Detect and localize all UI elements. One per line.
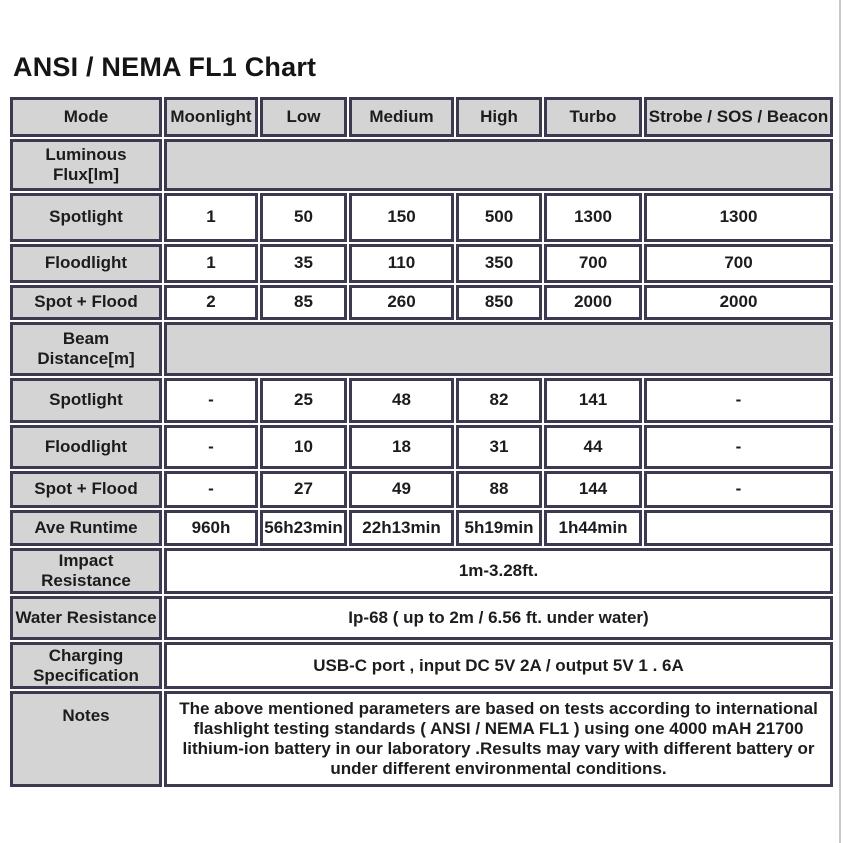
table-row-beam-floodlight <box>10 425 833 469</box>
value-cell: 56h23min <box>260 510 347 546</box>
value-cell: 1300 <box>644 193 833 242</box>
merged-value-cell: 1m-3.28ft. <box>164 548 833 594</box>
column-header-turbo: Turbo <box>544 97 642 137</box>
row-label-floodlight: Floodlight <box>10 244 162 283</box>
row-label-impact-resistance: Impact Resistance <box>10 548 162 594</box>
section-row-beam-distance <box>10 322 833 376</box>
value-cell: 110 <box>349 244 454 283</box>
table-row-water-resistance <box>10 596 833 640</box>
section-label-beam-distance: Beam Distance[m] <box>10 322 162 376</box>
row-label-ave-runtime: Ave Runtime <box>10 510 162 546</box>
column-header-mode: Mode <box>10 97 162 137</box>
value-cell: 144 <box>544 471 642 508</box>
value-cell: 350 <box>456 244 542 283</box>
section-spacer-cell <box>164 322 833 376</box>
value-cell: 88 <box>456 471 542 508</box>
column-header-high: High <box>456 97 542 137</box>
row-label-spot-flood: Spot + Flood <box>10 285 162 320</box>
value-cell: 35 <box>260 244 347 283</box>
table-row-charging-specification <box>10 642 833 689</box>
section-label-luminous-flux: Luminous Flux[lm] <box>10 139 162 191</box>
value-cell: - <box>164 425 258 469</box>
section-row-luminous-flux <box>10 139 833 191</box>
value-cell: - <box>644 425 833 469</box>
value-cell: 1 <box>164 244 258 283</box>
value-cell: 49 <box>349 471 454 508</box>
notes-paragraph: The above mentioned parameters are based on tests according to international flashlight testing standards ( ANSI / NEMA FL1 ) using one 4000 mAH 21700 lithium-ion battery in our laboratory .Results may vary with different battery or under different environmental conditions. <box>164 691 833 787</box>
merged-value-cell: Ip-68 ( up to 2m / 6.56 ft. under water) <box>164 596 833 640</box>
section-spacer-cell <box>164 139 833 191</box>
merged-value-cell: USB-C port , input DC 5V 2A / output 5V 1 . 6A <box>164 642 833 689</box>
value-cell: 22h13min <box>349 510 454 546</box>
value-cell: 27 <box>260 471 347 508</box>
value-cell: - <box>164 471 258 508</box>
value-cell: 50 <box>260 193 347 242</box>
value-cell: 141 <box>544 378 642 423</box>
row-label-spot-flood: Spot + Flood <box>10 471 162 508</box>
table-row-luminous-spotlight <box>10 193 833 242</box>
column-header-strobe-sos-beacon: Strobe / SOS / Beacon <box>644 97 833 137</box>
table-row-notes <box>10 691 833 787</box>
table-row-impact-resistance <box>10 548 833 594</box>
value-cell: 260 <box>349 285 454 320</box>
value-cell: 1 <box>164 193 258 242</box>
value-cell: 500 <box>456 193 542 242</box>
table-row-luminous-spot-flood <box>10 285 833 320</box>
value-cell: 150 <box>349 193 454 242</box>
table-row-luminous-floodlight <box>10 244 833 283</box>
value-cell: 25 <box>260 378 347 423</box>
row-label-charging-specification: Charging Specification <box>10 642 162 689</box>
column-header-medium: Medium <box>349 97 454 137</box>
table-row-ave-runtime <box>10 510 833 546</box>
row-label-floodlight: Floodlight <box>10 425 162 469</box>
value-cell: - <box>644 378 833 423</box>
table-header-row <box>10 97 833 137</box>
value-cell: 31 <box>456 425 542 469</box>
value-cell: 2000 <box>544 285 642 320</box>
value-cell: 85 <box>260 285 347 320</box>
value-cell: 960h <box>164 510 258 546</box>
value-cell-empty <box>644 510 833 546</box>
page-edge-line <box>839 0 841 843</box>
value-cell: 2 <box>164 285 258 320</box>
value-cell: 5h19min <box>456 510 542 546</box>
row-label-spotlight: Spotlight <box>10 378 162 423</box>
value-cell: 48 <box>349 378 454 423</box>
value-cell: 18 <box>349 425 454 469</box>
table-row-beam-spot-flood <box>10 471 833 508</box>
value-cell: 850 <box>456 285 542 320</box>
value-cell: 82 <box>456 378 542 423</box>
value-cell: 700 <box>544 244 642 283</box>
row-label-spotlight: Spotlight <box>10 193 162 242</box>
value-cell: - <box>164 378 258 423</box>
fl1-spec-table <box>8 95 835 789</box>
page-title: ANSI / NEMA FL1 Chart <box>13 52 317 82</box>
value-cell: 1300 <box>544 193 642 242</box>
value-cell: 2000 <box>644 285 833 320</box>
row-label-water-resistance: Water Resistance <box>10 596 162 640</box>
value-cell: 1h44min <box>544 510 642 546</box>
value-cell: - <box>644 471 833 508</box>
value-cell: 10 <box>260 425 347 469</box>
value-cell: 44 <box>544 425 642 469</box>
table-row-beam-spotlight <box>10 378 833 423</box>
column-header-low: Low <box>260 97 347 137</box>
value-cell: 700 <box>644 244 833 283</box>
column-header-moonlight: Moonlight <box>164 97 258 137</box>
row-label-notes: Notes <box>10 691 162 787</box>
